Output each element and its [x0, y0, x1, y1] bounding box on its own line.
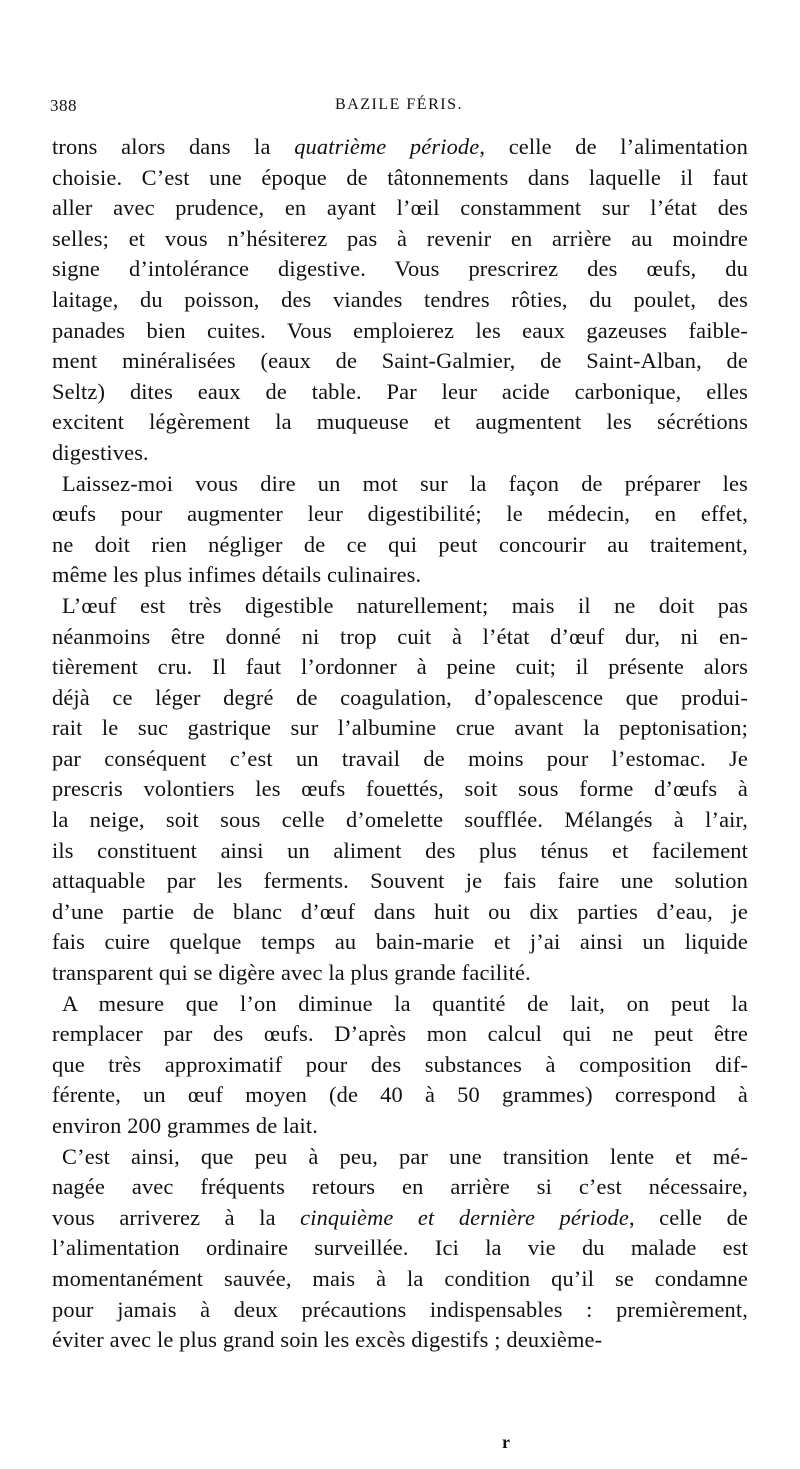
- text-run: d’une partie de blanc d’œuf dans huit ou dix parties d’eau, je: [52, 898, 748, 924]
- text-run: déjà ce léger degré de coagulation, d’opalescence que produi-: [52, 684, 748, 710]
- paragraph: [52, 132, 748, 469]
- text-line: [52, 866, 748, 897]
- text-line: [52, 622, 748, 653]
- text-line: [52, 897, 748, 928]
- text-run: ne doit rien négliger de ce qui peut concourir au traitement,: [52, 531, 748, 557]
- text-line: [52, 1233, 748, 1264]
- text-run: attaquable par les ferments. Souvent je fais faire une solution: [52, 868, 748, 894]
- text-line: [52, 591, 748, 622]
- text-run: choisie. C’est une époque de tâtonnements dans laquelle il faut: [52, 164, 748, 190]
- text-run: ils constituent ainsi un aliment des plus ténus et facilement: [52, 837, 748, 863]
- text-run: fais cuire quelque temps au bain-marie et j’ai ainsi un liquide: [52, 929, 748, 955]
- text-run: la neige, soit sous celle d’omelette soufflée. Mélangés à l’air,: [52, 807, 748, 833]
- text-run: panades bien cuites. Vous emploierez les eaux gazeuses faible-: [52, 317, 748, 343]
- text-line: [52, 1050, 748, 1081]
- text-run: même les plus infimes détails culinaires.: [52, 562, 422, 588]
- text-run: C’est ainsi, que peu à peu, par une transition lente et mé-: [62, 1143, 748, 1169]
- page-number: 388: [50, 96, 77, 115]
- text-run: excitent légèrement la muqueuse et augmentent les sécrétions: [52, 409, 748, 435]
- text-line: [52, 683, 748, 714]
- text-line: [52, 1295, 748, 1326]
- italic-text-run: quatrième période: [294, 134, 480, 159]
- text-run: transparent qui se digère avec la plus grande facilité.: [52, 960, 531, 986]
- text-run: Laissez-moi vous dire un mot sur la façon de préparer les: [62, 470, 748, 496]
- text-run: momentanément sauvée, mais à la condition qu’il se condamne: [52, 1265, 748, 1291]
- text-run: Seltz) dites eaux de table. Par leur acide carbonique, elles: [52, 378, 748, 404]
- text-run: L’œuf est très digestible naturellement; mais il ne doit pas: [62, 592, 748, 618]
- text-line: [52, 469, 748, 500]
- signature-mark: r: [502, 1432, 510, 1452]
- text-run: néanmoins être donné ni trop cuit à l’état d’œuf dur, ni en-: [52, 623, 748, 649]
- text-line: [52, 836, 748, 867]
- text-run: , celle de l’alimentation: [479, 134, 748, 159]
- text-run: signe d’intolérance digestive. Vous prescrirez des œufs, du: [52, 256, 748, 282]
- text-run: trons alors dans la: [52, 134, 295, 159]
- text-run: œufs pour augmenter leur digestibilité; le médecin, en effet,: [52, 501, 748, 527]
- italic-text-run: cinquième et dernière période: [300, 1204, 629, 1230]
- paragraph: [52, 591, 748, 989]
- text-run: nagée avec fréquents retours en arrière si c’est nécessaire,: [52, 1174, 748, 1200]
- text-run: rait le suc gastrique sur l’albumine crue avant la peptonisation;: [52, 715, 748, 741]
- text-line: [52, 1325, 748, 1356]
- text-run: éviter avec le plus grand soin les excès digestifs ; deuxième-: [52, 1327, 603, 1353]
- paragraph: [52, 1142, 748, 1356]
- text-line: [52, 1080, 748, 1111]
- text-line: [52, 927, 748, 958]
- text-line: [52, 346, 748, 377]
- text-run: par conséquent c’est un travail de moins pour l’estomac. Je: [52, 745, 748, 771]
- running-head: BAZILE FÉRIS.: [335, 96, 463, 113]
- text-run: prescris volontiers les œufs fouettés, soit sous forme d’œufs à: [52, 776, 748, 802]
- text-line: [52, 713, 748, 744]
- text-line: [52, 132, 748, 163]
- text-run: vous arriverez à la: [52, 1204, 301, 1230]
- text-run: selles; et vous n’hésiterez pas à revenir en arrière au moindre: [52, 225, 748, 251]
- text-run: tièrement cru. Il faut l’ordonner à peine cuit; il présente alors: [52, 654, 748, 680]
- paragraph: [52, 989, 748, 1142]
- text-line: [52, 285, 748, 316]
- text-run: environ 200 grammes de lait.: [52, 1113, 318, 1138]
- text-line: [52, 1019, 748, 1050]
- text-line: [52, 407, 748, 438]
- text-line: [52, 224, 748, 255]
- text-line: [52, 1172, 748, 1203]
- text-line: [52, 958, 748, 989]
- text-line: [52, 499, 748, 530]
- body-text: [52, 132, 748, 1356]
- text-line: [52, 652, 748, 683]
- text-line: [52, 1142, 748, 1173]
- text-run: digestives.: [52, 439, 149, 465]
- page-header: [50, 96, 748, 120]
- text-line: [52, 377, 748, 408]
- paragraph: [52, 469, 748, 591]
- text-line: [52, 530, 748, 561]
- text-line: [52, 805, 748, 836]
- text-line: [52, 989, 748, 1020]
- text-line: [52, 1203, 748, 1234]
- text-line: [52, 163, 748, 194]
- text-line: [52, 744, 748, 775]
- text-run: que très approximatif pour des substances à composition dif-: [52, 1051, 748, 1077]
- text-run: laitage, du poisson, des viandes tendres rôties, du poulet, des: [52, 286, 748, 312]
- text-run: remplacer par des œufs. D’après mon calcul qui ne peut être: [52, 1021, 748, 1047]
- text-line: [52, 254, 748, 285]
- text-line: [52, 316, 748, 347]
- text-line: [52, 193, 748, 224]
- text-line: [52, 560, 748, 591]
- text-run: ment minéralisées (eaux de Saint-Galmier, de Saint-Alban, de: [52, 348, 748, 374]
- text-run: A mesure que l’on diminue la quantité de lait, on peut la: [62, 990, 748, 1016]
- text-run: aller avec prudence, en ayant l’œil constamment sur l’état des: [52, 195, 748, 221]
- text-line: [52, 1111, 748, 1142]
- text-run: , celle de: [628, 1204, 749, 1230]
- text-line: [52, 438, 748, 469]
- text-run: l’alimentation ordinaire surveillée. Ici la vie du malade est: [52, 1235, 748, 1261]
- text-line: [52, 1264, 748, 1295]
- text-run: férente, un œuf moyen (de 40 à 50 grammes) correspond à: [52, 1082, 748, 1108]
- text-line: [52, 774, 748, 805]
- text-run: pour jamais à deux précautions indispensables : premièrement,: [52, 1296, 748, 1322]
